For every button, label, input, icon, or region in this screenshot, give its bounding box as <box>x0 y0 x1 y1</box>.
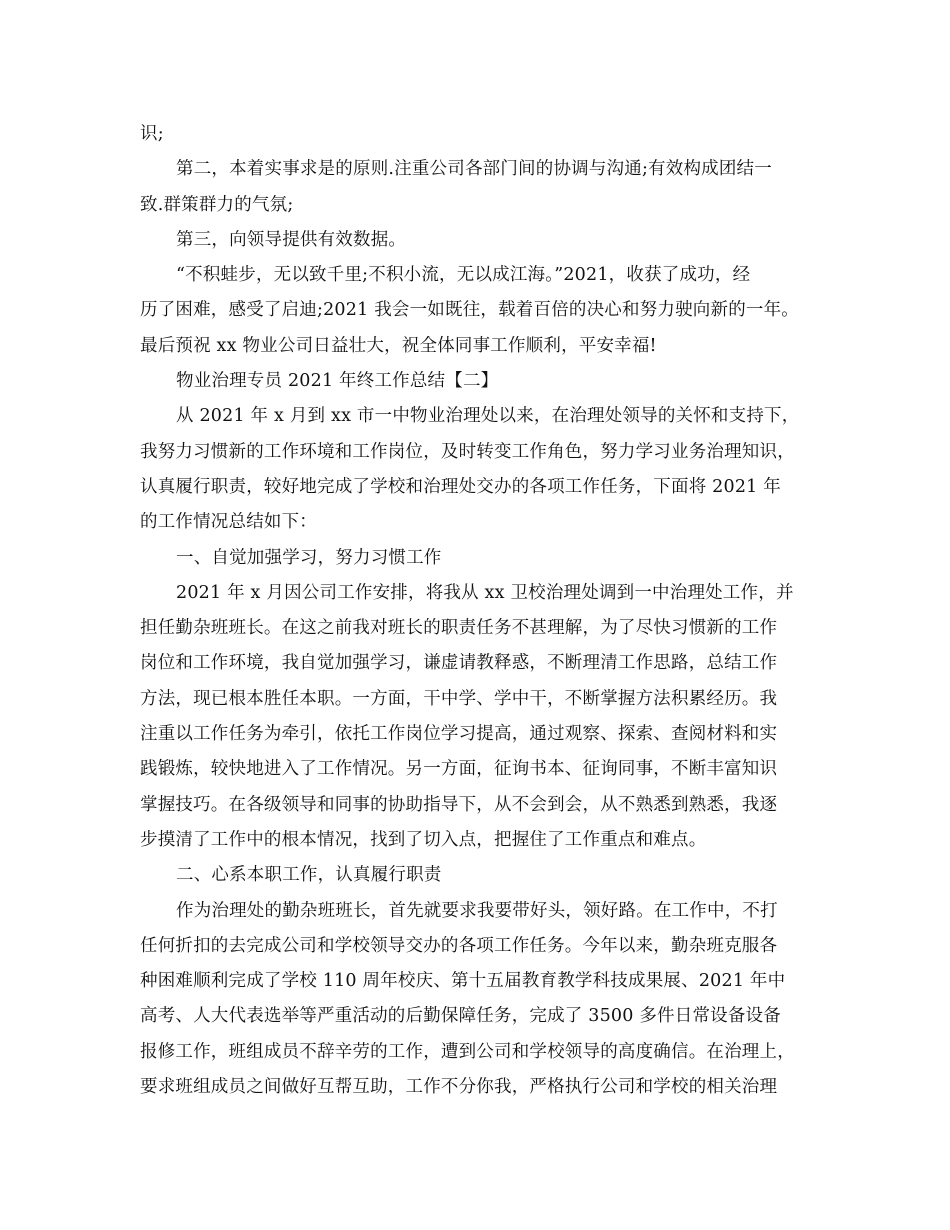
text-line: 识; <box>140 124 164 144</box>
text-line: “不积蛙步，无以致千里;不积小流，无以成江海。”2021，收获了成功，经 <box>176 265 751 286</box>
text-line: 致.群策群力的气氛; <box>140 194 294 215</box>
text-line: 方法，现已根本胜任本职。一方面，干中学、学中干，不断掌握方法积累经历。我 <box>140 688 778 709</box>
text-line: 二、心系本职工作，认真履行职责 <box>176 865 442 886</box>
text-line: 掌握技巧。在各级领导和同事的协助指导下，从不会到会，从不熟悉到熟悉，我逐 <box>140 794 778 815</box>
text-line: 一、自觉加强学习，努力习惯工作 <box>176 547 442 568</box>
document-body <box>140 117 820 1105</box>
text-line: 岗位和工作环境，我自觉加强学习，谦虚请教释惑，不断理清工作思路，总结工作 <box>140 653 778 674</box>
text-line: 认真履行职责，较好地完成了学校和治理处交办的各项工作任务，下面将 2021 年 <box>140 476 781 497</box>
text-line: 2021 年 x 月因公司工作安排，将我从 xx 卫校治理处调到一中治理处工作，并 <box>176 582 794 603</box>
text-line: 物业治理专员 2021 年终工作总结【二】 <box>176 371 499 392</box>
text-line: 历了困难，感受了启迪;2021 我会一如既往，载着百倍的决心和努力驶向新的一年。 <box>140 300 799 321</box>
text-line: 作为治理处的勤杂班班长，首先就要求我要带好头，领好路。在工作中，不打 <box>176 900 778 921</box>
text-line: 报修工作，班组成员不辞辛劳的工作，遭到公司和学校领导的高度确信。在治理上， <box>140 1041 795 1062</box>
text-line: 任何折扣的去完成公司和学校领导交办的各项工作任务。今年以来，勤杂班克服各 <box>140 935 778 956</box>
text-line: 高考、人大代表选举等严重活动的后勤保障任务，完成了 3500 多件日常设备设备 <box>140 1006 781 1027</box>
text-line: 注重以工作任务为牵引，依托工作岗位学习提高，通过观察、探索、查阅材料和实 <box>140 724 778 745</box>
text-line: 要求班组成员之间做好互帮互助，工作不分你我，严格执行公司和学校的相关治理 <box>140 1077 778 1098</box>
text-line: 从 2021 年 x 月到 xx 市一中物业治理处以来，在治理处领导的关怀和支持下， <box>176 406 800 427</box>
text-line: 我努力习惯新的工作环境和工作岗位，及时转变工作角色，努力学习业务治理知识， <box>140 441 795 462</box>
text-line: 担任勤杂班班长。在这之前我对班长的职责任务不甚理解，为了尽快习惯新的工作 <box>140 618 778 639</box>
text-line: 践锻炼，较快地进入了工作情况。另一方面，征询书本、征询同事，不断丰富知识 <box>140 759 778 780</box>
text-line: 第二，本着实事求是的原则.注重公司各部门间的协调与沟通;有效构成团结一 <box>176 159 772 180</box>
text-line: 最后预祝 xx 物业公司日益壮大，祝全体同事工作顺利，平安幸福! <box>140 335 657 356</box>
text-line: 第三，向领导提供有效数据。 <box>176 229 407 250</box>
text-line: 种困难顺利完成了学校 110 周年校庆、第十五届教育教学科技成果展、2021 年中 <box>140 971 786 992</box>
text-line: 步摸清了工作中的根本情况，找到了切入点，把握住了工作重点和难点。 <box>140 829 707 850</box>
text-line: 的工作情况总结如下： <box>140 512 317 533</box>
